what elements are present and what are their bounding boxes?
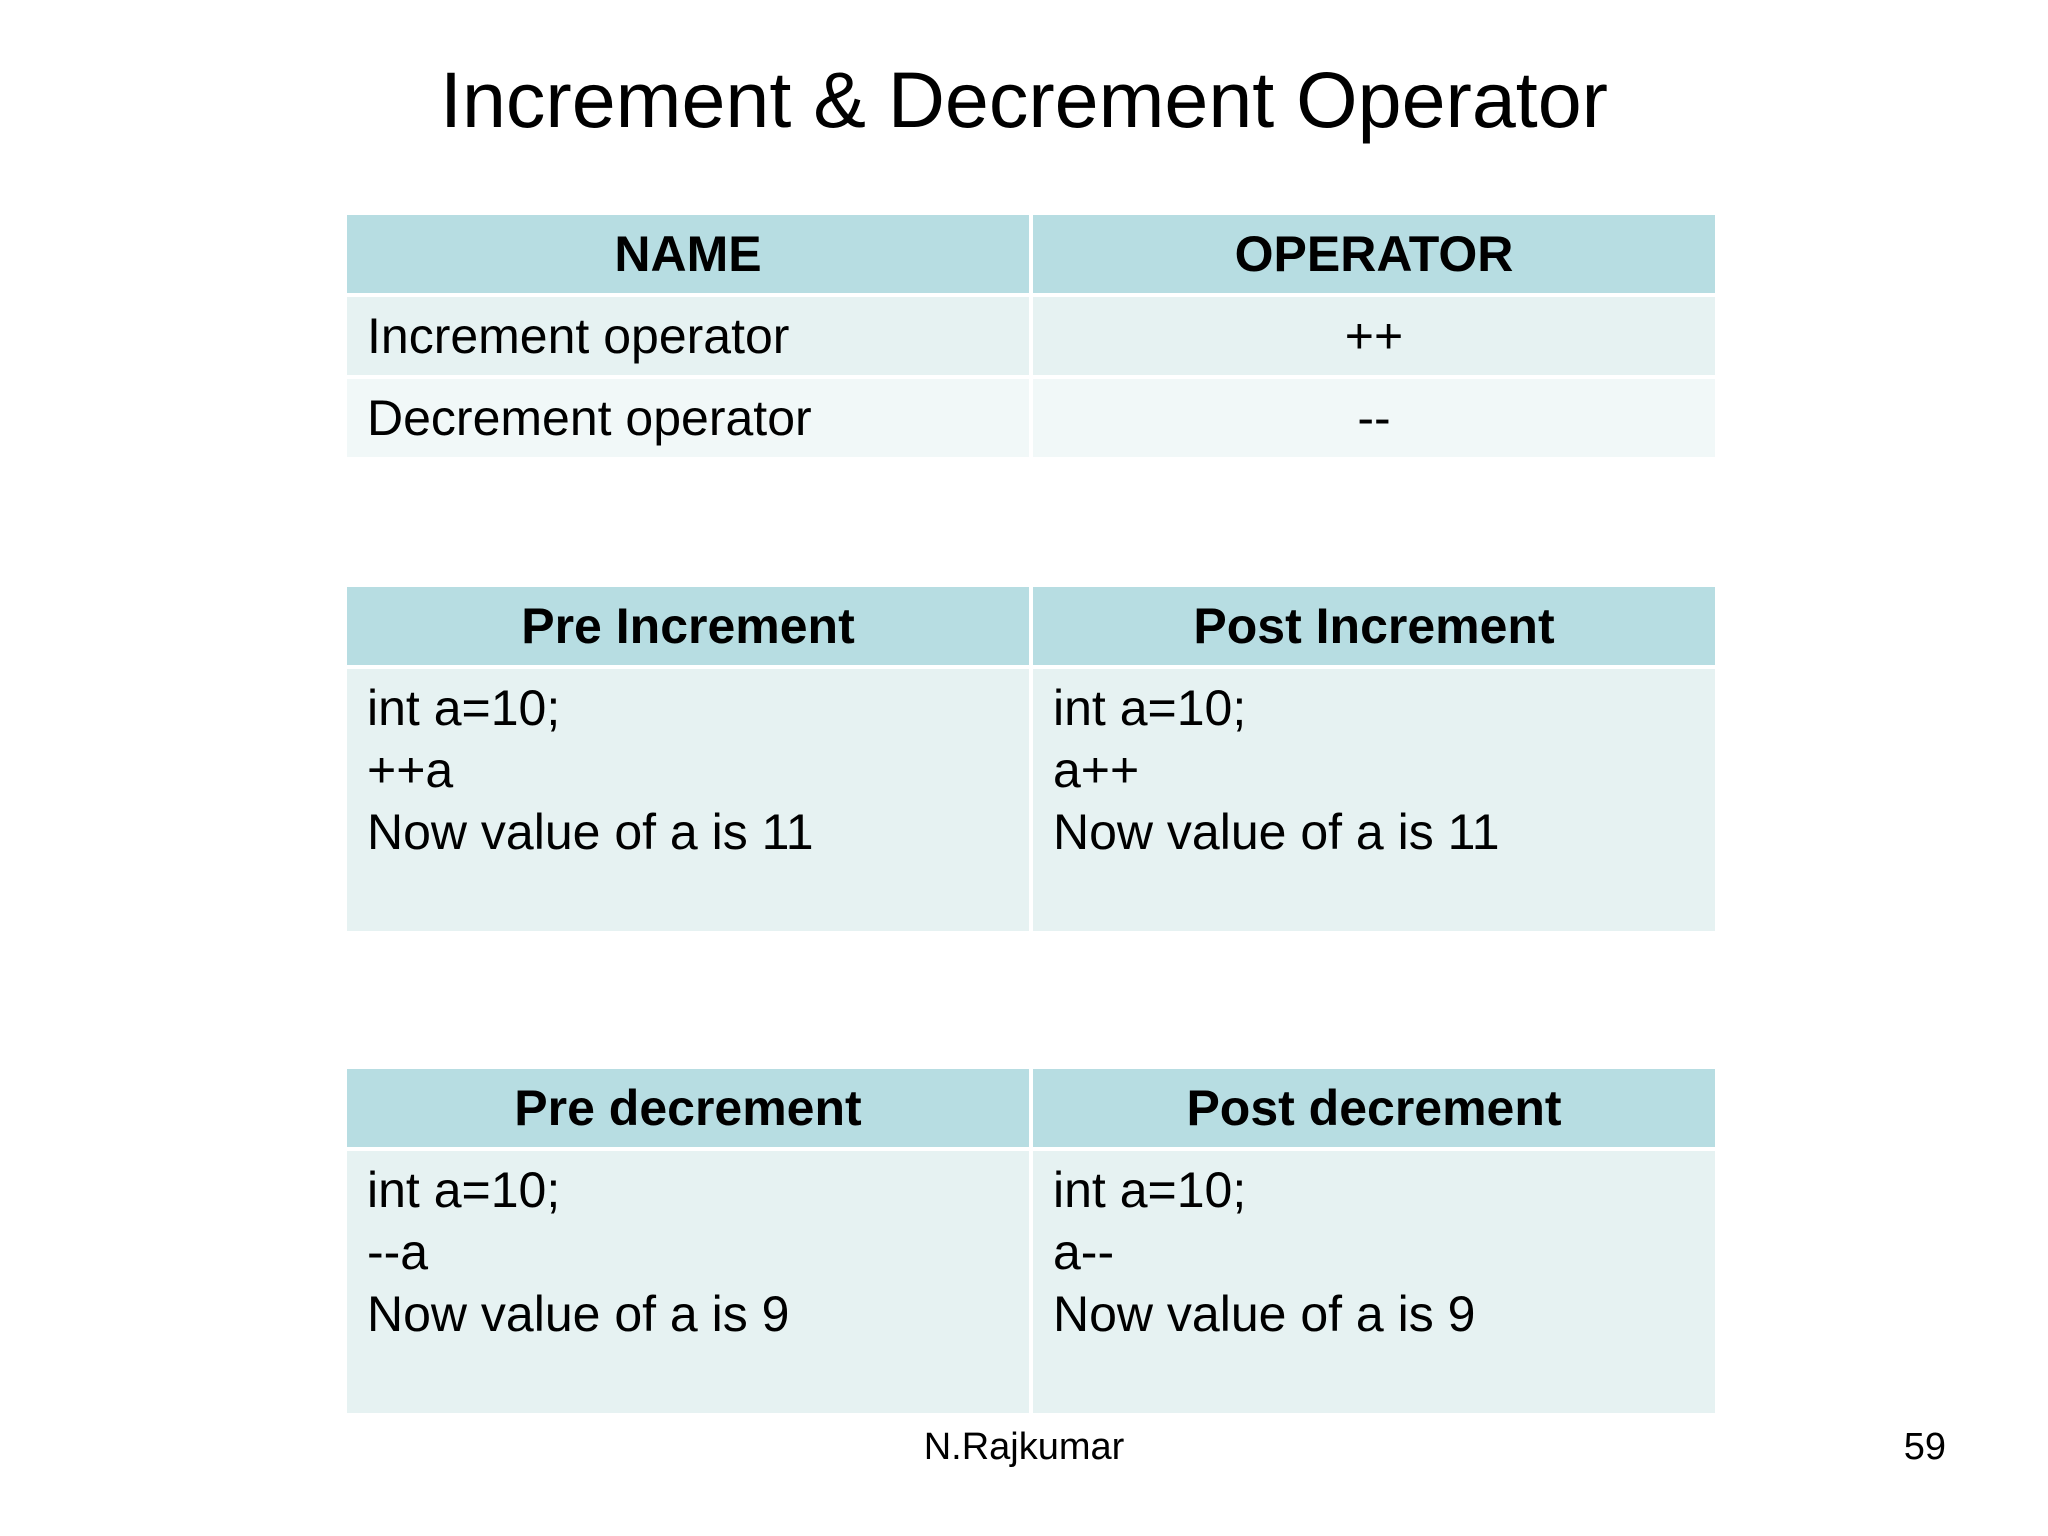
operator-name-cell: Decrement operator [347,379,1029,457]
column-header-pre-decrement: Pre decrement [347,1069,1029,1147]
code-line: Now value of a is 9 [367,1286,790,1342]
table-row [347,669,1715,931]
code-line: --a [367,1224,429,1280]
slide-title: Increment & Decrement Operator [440,55,1608,144]
decrement-table [343,1065,1719,1417]
column-header-post-decrement: Post decrement [1033,1069,1715,1147]
pre-decrement-cell [347,1151,1029,1413]
table-header-row [347,1069,1715,1147]
footer-author: N.Rajkumar [923,1426,1125,1468]
code-line: int a=10; [367,680,561,736]
table-header-row [347,215,1715,293]
operators-table [343,211,1719,461]
post-decrement-cell [1033,1151,1715,1413]
column-header-pre-increment: Pre Increment [347,587,1029,665]
operator-symbol-cell: ++ [1033,297,1715,375]
table-row [347,379,1715,457]
code-line: a++ [1053,742,1140,798]
code-line: Now value of a is 9 [1053,1286,1476,1342]
code-line: int a=10; [1053,1162,1247,1218]
column-header-operator: OPERATOR [1033,215,1715,293]
column-header-name: NAME [347,215,1029,293]
operator-symbol-cell: -- [1033,379,1715,457]
increment-table [343,583,1719,935]
post-increment-cell [1033,669,1715,931]
table-header-row [347,587,1715,665]
code-line: Now value of a is 11 [367,804,814,860]
pre-increment-cell [347,669,1029,931]
page-number: 59 [1903,1426,1946,1468]
operator-name-cell: Increment operator [347,297,1029,375]
table-row [347,297,1715,375]
table-row [347,1151,1715,1413]
column-header-post-increment: Post Increment [1033,587,1715,665]
code-line: ++a [367,742,454,798]
code-line: Now value of a is 11 [1053,804,1500,860]
code-line: int a=10; [1053,680,1247,736]
code-line: a-- [1053,1224,1115,1280]
code-line: int a=10; [367,1162,561,1218]
